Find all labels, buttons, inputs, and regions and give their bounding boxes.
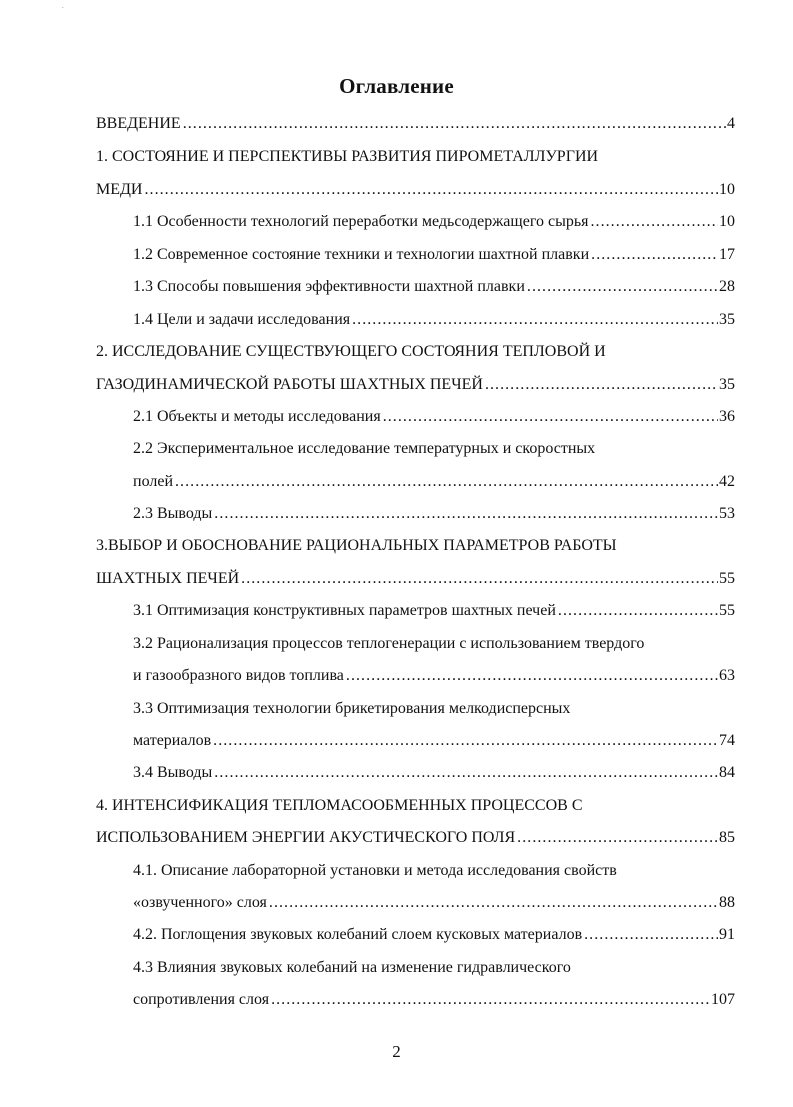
toc-entry-page: 42 <box>719 473 735 490</box>
toc-entry-text: 1.3 Способы повышения эффективности шахтной плавки <box>133 278 525 295</box>
toc-entry-page: 74 <box>719 732 735 749</box>
toc-section-4-3-heading[interactable] <box>133 956 735 980</box>
toc-entry-text: 2.3 Выводы <box>133 505 213 522</box>
leader-dots <box>346 664 718 688</box>
leader-dots <box>527 275 718 299</box>
leader-dots <box>383 405 718 429</box>
toc-entry-page: 36 <box>719 408 735 425</box>
leader-dots <box>214 502 718 526</box>
toc-entry-text: МЕДИ <box>96 181 143 198</box>
leader-dots <box>241 567 718 591</box>
toc-section-4-3[interactable] <box>133 988 735 1012</box>
toc-entry-page: 35 <box>719 376 735 393</box>
toc-entry-text: 3.1 Оптимизация конструктивных параметров шахтных печей <box>133 602 556 619</box>
toc-entry-page: 63 <box>719 667 735 684</box>
toc-entry-text: «озвученного» слоя <box>133 894 267 911</box>
toc-section-3-4[interactable] <box>133 761 735 785</box>
toc-chapter-1[interactable] <box>96 178 735 202</box>
toc-entry-page: 10 <box>719 213 735 230</box>
toc-chapter-1-heading[interactable] <box>96 145 735 169</box>
toc-section-1-1[interactable] <box>133 210 735 234</box>
toc-entry-text: 2.2 Экспериментальное исследование температурных и скоростных <box>133 440 596 457</box>
toc-section-2-3[interactable] <box>133 502 735 526</box>
toc-entry-page: 10 <box>719 181 735 198</box>
toc-section-2-2[interactable] <box>133 470 735 494</box>
toc-entry-page: 55 <box>719 570 735 587</box>
toc-entry-page: 85 <box>719 829 735 846</box>
leader-dots <box>517 826 718 850</box>
leader-dots <box>214 761 718 785</box>
toc-entry-text: 3.3 Оптимизация технологии брикетирования мелкодисперсных <box>133 700 571 717</box>
toc-section-4-1[interactable] <box>133 891 735 915</box>
toc-entry-page: 107 <box>711 991 735 1008</box>
leader-dots <box>558 599 718 623</box>
leader-dots <box>213 729 718 753</box>
toc-entry-page: 17 <box>719 246 735 263</box>
toc-chapter-2-heading[interactable] <box>96 340 735 364</box>
toc-entry-text: ШАХТНЫХ ПЕЧЕЙ <box>96 570 240 587</box>
toc-chapter-4-heading[interactable] <box>96 794 735 818</box>
leader-dots <box>183 112 726 136</box>
toc-entry-text: и газообразного видов топлива <box>133 667 344 684</box>
toc-entry-text: 3.4 Выводы <box>133 764 213 781</box>
toc-entry-text: 2.1 Объекты и методы исследования <box>133 408 381 425</box>
toc-entry-page: 4 <box>727 115 735 132</box>
toc-entry-page: 53 <box>719 505 735 522</box>
toc-entry-text: полей <box>133 473 173 490</box>
toc-entry-text: 1.1 Особенности технологий переработки медьсодержащего сырья <box>133 213 589 230</box>
toc-entry-text: 1. СОСТОЯНИЕ И ПЕРСПЕКТИВЫ РАЗВИТИЯ ПИРОМЕТАЛЛУРГИИ <box>96 148 599 165</box>
toc-chapter-3[interactable] <box>96 567 735 591</box>
leader-dots <box>352 308 718 332</box>
toc-entry-text: 4.1. Описание лабораторной установки и метода исследования свойств <box>133 862 617 879</box>
toc-entry-text: ИСПОЛЬЗОВАНИЕМ ЭНЕРГИИ АКУСТИЧЕСКОГО ПОЛЯ <box>96 829 516 846</box>
leader-dots <box>591 243 718 267</box>
toc-section-1-2[interactable] <box>133 243 735 267</box>
toc-entry-text: 1.4 Цели и задачи исследования <box>133 311 351 328</box>
leader-dots <box>271 988 710 1012</box>
leader-dots <box>584 923 718 947</box>
toc-entry-introduction[interactable] <box>96 112 735 136</box>
toc-section-3-2[interactable] <box>133 664 735 688</box>
toc-entry-text: ВВЕДЕНИЕ <box>96 115 181 132</box>
leader-dots <box>590 210 718 234</box>
toc-entry-text: 4. ИНТЕНСИФИКАЦИЯ ТЕПЛОМАСООБМЕННЫХ ПРОЦЕССОВ С <box>96 797 583 814</box>
leader-dots <box>485 373 718 397</box>
toc-entry-text: 4.3 Влияния звуковых колебаний на изменение гидравлического <box>133 959 571 976</box>
toc-entry-text: материалов <box>133 732 212 749</box>
toc-entry-text: 3.2 Рационализация процессов теплогенерации с использованием твердого <box>133 635 645 652</box>
toc-section-1-3[interactable] <box>133 275 735 299</box>
toc-entry-text: 2. ИССЛЕДОВАНИЕ СУЩЕСТВУЮЩЕГО СОСТОЯНИЯ ТЕПЛОВОЙ И <box>96 343 606 360</box>
toc-section-4-2[interactable] <box>133 923 735 947</box>
toc-entry-page: 55 <box>719 602 735 619</box>
toc-section-3-3-heading[interactable] <box>133 697 735 721</box>
toc-section-3-1[interactable] <box>133 599 735 623</box>
leader-dots <box>175 470 718 494</box>
toc-entry-text: 4.2. Поглощения звуковых колебаний слоем кусковых материалов <box>133 926 583 943</box>
page-title: Оглавление <box>339 74 454 98</box>
toc-chapter-4[interactable] <box>96 826 735 850</box>
toc-entry-page: 28 <box>719 278 735 295</box>
toc-section-2-2-heading[interactable] <box>133 437 735 461</box>
toc-entry-page: 91 <box>719 926 735 943</box>
toc-chapter-3-heading[interactable] <box>96 534 735 558</box>
toc-entry-text: ГАЗОДИНАМИЧЕСКОЙ РАБОТЫ ШАХТНЫХ ПЕЧЕЙ <box>96 376 483 393</box>
page-number: 2 <box>392 1042 401 1061</box>
toc-entry-text: 3.ВЫБОР И ОБОСНОВАНИЕ РАЦИОНАЛЬНЫХ ПАРАМЕТРОВ РАБОТЫ <box>96 537 617 554</box>
toc-section-2-1[interactable] <box>133 405 735 429</box>
toc-entry-text: 1.2 Современное состояние техники и технологии шахтной плавки <box>133 246 590 263</box>
toc-entry-page: 84 <box>719 764 735 781</box>
toc-chapter-2[interactable] <box>96 373 735 397</box>
toc-section-3-3[interactable] <box>133 729 735 753</box>
toc-entry-page: 88 <box>719 894 735 911</box>
leader-dots <box>269 891 718 915</box>
toc-section-1-4[interactable] <box>133 308 735 332</box>
toc-entry-page: 35 <box>719 311 735 328</box>
toc-entry-text: сопротивления слоя <box>133 991 270 1008</box>
scan-mark: . <box>62 2 64 10</box>
toc-section-3-2-heading[interactable] <box>133 632 735 656</box>
leader-dots <box>144 178 718 202</box>
toc-section-4-1-heading[interactable] <box>133 859 735 883</box>
